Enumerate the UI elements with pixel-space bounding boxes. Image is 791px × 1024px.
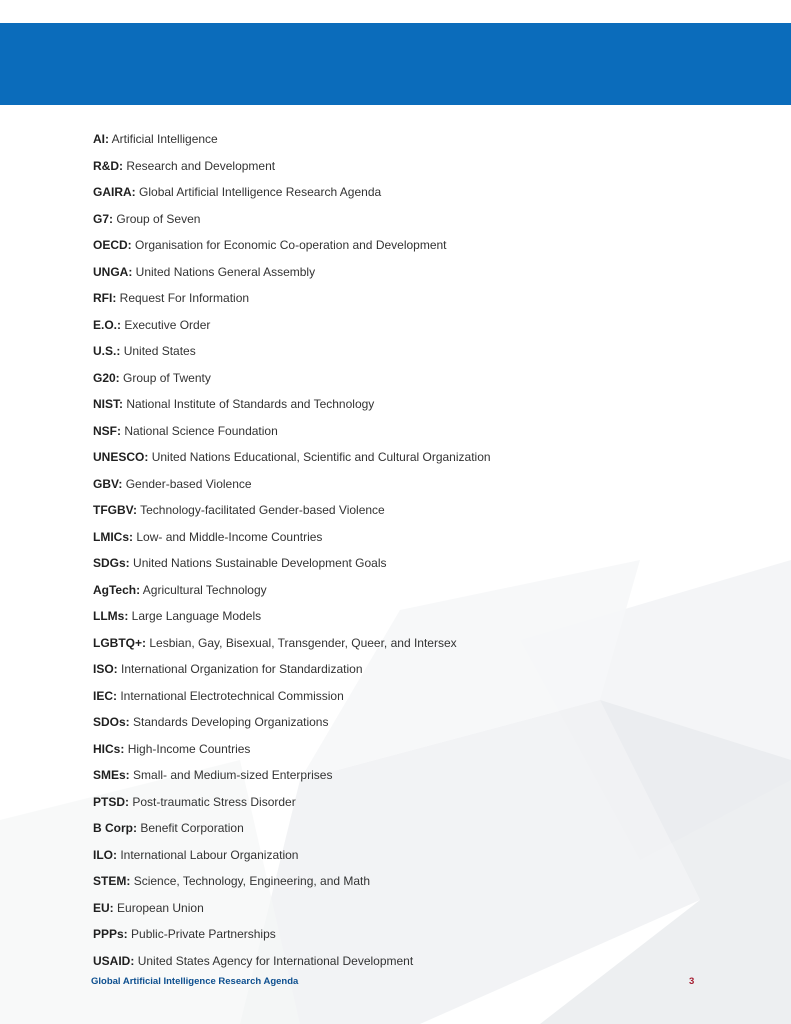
- glossary-definition: Gender-based Violence: [125, 476, 252, 491]
- glossary-definition: Organisation for Economic Co-operation and Development: [135, 238, 447, 252]
- glossary-definition: Benefit Corporation: [140, 821, 244, 835]
- glossary-term: G7:: [93, 211, 114, 226]
- glossary-item: [93, 632, 491, 659]
- glossary-item: [93, 128, 491, 155]
- glossary-term: AI:: [93, 132, 109, 146]
- glossary-item: [93, 605, 491, 632]
- glossary-term: UNGA:: [93, 264, 133, 279]
- glossary-term: USAID:: [93, 953, 135, 968]
- glossary-item: [93, 340, 491, 367]
- glossary-item: [93, 738, 491, 765]
- glossary-item: [93, 420, 491, 447]
- glossary-definition: Executive Order: [124, 317, 211, 332]
- glossary-definition: Technology-facilitated Gender-based Violence: [140, 503, 385, 517]
- glossary-definition: National Science Foundation: [124, 423, 278, 438]
- glossary-term: ISO:: [93, 662, 118, 676]
- glossary-definition: European Union: [117, 900, 204, 915]
- glossary-definition: Standards Developing Organizations: [133, 715, 329, 729]
- glossary-item: [93, 817, 491, 844]
- glossary-item: [93, 711, 491, 738]
- glossary-definition: Research and Development: [126, 158, 276, 173]
- glossary-definition: International Electrotechnical Commission: [120, 688, 344, 703]
- glossary-item: [93, 658, 491, 685]
- glossary-definition: Small- and Medium-sized Enterprises: [133, 768, 333, 782]
- glossary-term: GAIRA:: [93, 185, 136, 199]
- glossary-item: [93, 764, 491, 791]
- glossary-item: [93, 552, 491, 579]
- glossary-term: E.O.:: [93, 317, 122, 332]
- glossary-item: [93, 499, 491, 526]
- glossary-item: [93, 897, 491, 924]
- glossary-term: R&D:: [93, 158, 123, 173]
- glossary-item: [93, 208, 491, 235]
- glossary-term: IEC:: [93, 688, 117, 703]
- glossary-term: NSF:: [93, 423, 121, 438]
- footer-document-title: Global Artificial Intelligence Research Agenda: [91, 976, 299, 987]
- glossary-item: [93, 367, 491, 394]
- glossary-term: TFGBV:: [93, 503, 137, 517]
- glossary-definition: Artificial Intelligence: [111, 132, 218, 146]
- glossary-term: EU:: [93, 900, 114, 915]
- glossary-term: PPPs:: [93, 927, 128, 941]
- glossary-item: [93, 446, 491, 473]
- glossary-term: LMICs:: [93, 529, 133, 544]
- glossary-term: UNESCO:: [93, 450, 149, 464]
- glossary-term: B Corp:: [93, 821, 137, 835]
- header-band: [0, 23, 791, 105]
- glossary-definition: Public-Private Partnerships: [131, 927, 276, 941]
- glossary-definition: Science, Technology, Engineering, and Math: [133, 874, 371, 888]
- glossary-list: [93, 128, 491, 976]
- glossary-item: [93, 526, 491, 553]
- glossary-definition: Group of Twenty: [123, 370, 211, 385]
- glossary-item: [93, 473, 491, 500]
- glossary-term: HICs:: [93, 741, 125, 756]
- glossary-term: LLMs:: [93, 609, 129, 623]
- glossary-definition: Global Artificial Intelligence Research Agenda: [139, 185, 382, 199]
- glossary-definition: International Labour Organization: [120, 847, 299, 862]
- glossary-definition: United Nations Educational, Scientific and Cultural Organization: [151, 450, 491, 464]
- glossary-item: [93, 579, 491, 606]
- glossary-definition: Lesbian, Gay, Bisexual, Transgender, Queer, and Intersex: [149, 635, 457, 650]
- glossary-term: NIST:: [93, 397, 123, 411]
- glossary-item: [93, 685, 491, 712]
- glossary-term: PTSD:: [93, 794, 129, 809]
- glossary-item: [93, 287, 491, 314]
- glossary-item: [93, 393, 491, 420]
- glossary-item: [93, 155, 491, 182]
- glossary-item: [93, 261, 491, 288]
- glossary-definition: Large Language Models: [131, 609, 262, 623]
- glossary-term: AgTech:: [93, 582, 141, 597]
- glossary-item: [93, 314, 491, 341]
- glossary-item: [93, 181, 491, 208]
- glossary-definition: Post-traumatic Stress Disorder: [132, 794, 296, 809]
- glossary-term: SDGs:: [93, 556, 130, 570]
- glossary-term: LGBTQ+:: [93, 635, 146, 650]
- glossary-definition: National Institute of Standards and Technology: [126, 397, 375, 411]
- glossary-term: OECD:: [93, 238, 132, 252]
- glossary-definition: United States: [123, 344, 196, 358]
- glossary-definition: United Nations Sustainable Development Goals: [133, 556, 387, 570]
- glossary-item: [93, 870, 491, 897]
- glossary-term: SDOs:: [93, 715, 130, 729]
- glossary-definition: International Organization for Standardization: [121, 662, 363, 676]
- glossary-term: RFI:: [93, 291, 117, 305]
- glossary-item: [93, 844, 491, 871]
- glossary-term: STEM:: [93, 874, 131, 888]
- glossary-definition: Group of Seven: [116, 211, 201, 226]
- glossary-definition: Agricultural Technology: [142, 582, 267, 597]
- glossary-definition: Low- and Middle-Income Countries: [136, 529, 323, 544]
- glossary-item: [93, 923, 491, 950]
- glossary-item: [93, 234, 491, 261]
- glossary-term: ILO:: [93, 847, 117, 862]
- page-number: 3: [689, 976, 695, 987]
- glossary-definition: United States Agency for International Development: [137, 953, 414, 968]
- glossary-definition: Request For Information: [119, 291, 250, 305]
- glossary-item: [93, 791, 491, 818]
- glossary-term: GBV:: [93, 476, 123, 491]
- glossary-term: G20:: [93, 370, 120, 385]
- glossary-definition: High-Income Countries: [127, 741, 251, 756]
- glossary-term: U.S.:: [93, 344, 121, 358]
- glossary-item: [93, 950, 491, 977]
- glossary-term: SMEs:: [93, 768, 130, 782]
- glossary-definition: United Nations General Assembly: [135, 264, 316, 279]
